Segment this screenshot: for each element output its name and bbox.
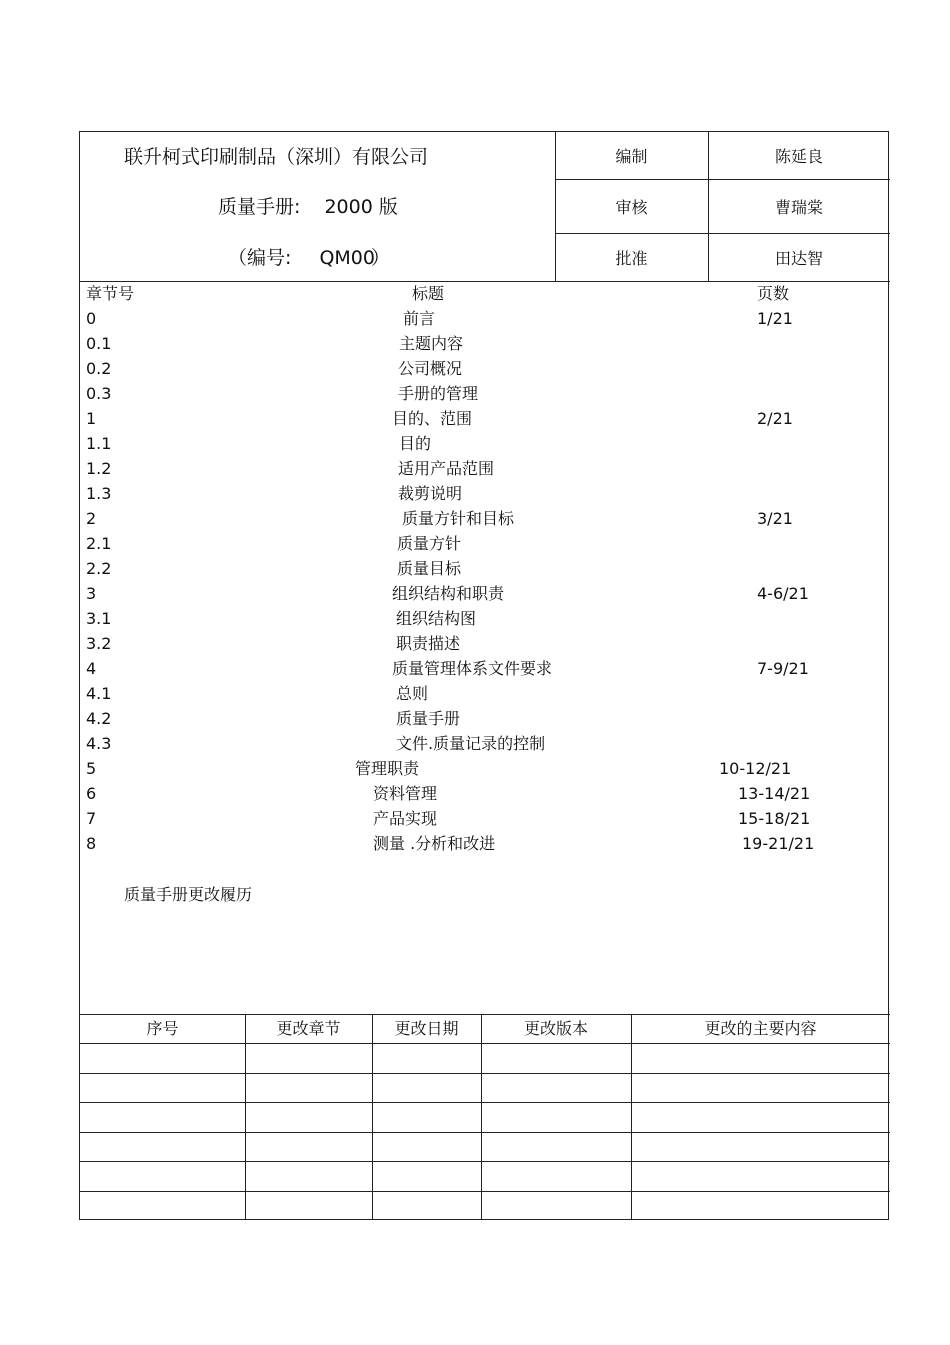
toc-title: 主题内容: [399, 334, 464, 353]
toc-page: 3/21: [757, 509, 793, 528]
toc-row: [80, 783, 890, 808]
history-col-content: 更改的主要内容: [704, 1019, 817, 1038]
toc-row: [80, 683, 890, 708]
toc-chapter: 2: [86, 509, 97, 528]
history-table: [80, 1014, 890, 1220]
toc-title: 资料管理: [373, 784, 438, 803]
approval-role-review: 审核: [615, 198, 648, 217]
toc-row: [80, 308, 890, 333]
table-row: [80, 1191, 890, 1221]
toc-row: [80, 633, 890, 658]
toc-row: [80, 408, 890, 433]
toc-title: 文件.质量记录的控制: [396, 734, 546, 753]
approval-name-compile: 陈延良: [774, 147, 823, 166]
toc-row: [80, 383, 890, 408]
toc-row: [80, 433, 890, 458]
toc-row: [80, 658, 890, 683]
toc-row: [80, 733, 890, 758]
toc-row: [80, 333, 890, 358]
toc-chapter: 2.2: [86, 559, 112, 578]
document-frame: [79, 131, 889, 1220]
toc-title: 总则: [396, 684, 429, 703]
toc-title: 目的、范围: [392, 409, 473, 428]
toc-title: 裁剪说明: [398, 484, 463, 503]
toc-chapter: 4.2: [86, 709, 112, 728]
toc-page: 4-6/21: [757, 584, 809, 603]
toc-chapter: 1.3: [86, 484, 112, 503]
toc-row: [80, 533, 890, 558]
approval-role-compile: 编制: [615, 147, 648, 166]
toc-row: [80, 508, 890, 533]
toc-chapter: 4.3: [86, 734, 112, 753]
history-col-chapter: 更改章节: [276, 1019, 341, 1038]
table-row: [80, 1161, 890, 1191]
toc-header: [80, 283, 890, 308]
doc-number-value: QM00: [319, 247, 375, 269]
toc-title: 组织结构和职责: [392, 584, 505, 603]
toc-col-title: 标题: [412, 284, 445, 303]
toc-row: [80, 758, 890, 783]
doc-number: [228, 243, 390, 270]
approval-name-review: 曹瑞棠: [774, 198, 823, 217]
toc-chapter: 0.2: [86, 359, 112, 378]
toc-row: [80, 833, 890, 858]
toc-row: [80, 358, 890, 383]
toc-row: [80, 583, 890, 608]
toc-chapter: 3: [86, 584, 97, 603]
table-row: [80, 1043, 890, 1073]
toc-title: 职责描述: [396, 634, 461, 653]
toc-title: 目的: [399, 434, 432, 453]
toc-col-chapter: 章节号: [86, 284, 135, 303]
history-col-date: 更改日期: [394, 1019, 459, 1038]
toc-chapter: 0.3: [86, 384, 112, 403]
approval-name-approve: 田达智: [774, 249, 823, 268]
company-name: 联升柯式印刷制品（深圳）有限公司: [124, 146, 429, 168]
history-col-version: 更改版本: [523, 1019, 588, 1038]
toc-row: [80, 558, 890, 583]
history-col-seq: 序号: [146, 1019, 179, 1038]
toc-page: 1/21: [757, 309, 793, 328]
toc-row: [80, 458, 890, 483]
toc-page: 15-18/21: [738, 809, 811, 828]
toc-chapter: 1.1: [86, 434, 112, 453]
toc-chapter: 8: [86, 834, 97, 853]
toc-row: [80, 483, 890, 508]
toc-chapter: 4: [86, 659, 97, 678]
toc-title: 公司概况: [398, 359, 463, 378]
toc-chapter: 3.2: [86, 634, 112, 653]
toc-chapter: 6: [86, 784, 97, 803]
toc-title: 质量方针: [397, 534, 462, 553]
table-row: [80, 1102, 890, 1132]
doc-number-bracket: ）: [370, 247, 390, 269]
toc-title: 手册的管理: [398, 384, 479, 403]
toc-title: 质量管理体系文件要求: [392, 659, 553, 678]
toc-title: 质量目标: [397, 559, 462, 578]
table-row: [80, 1132, 890, 1162]
approval-role-approve: 批准: [615, 249, 648, 268]
manual-title: [218, 192, 398, 219]
toc-chapter: 3.1: [86, 609, 112, 628]
toc-title: 管理职责: [355, 759, 420, 778]
toc-chapter: 7: [86, 809, 97, 828]
toc-chapter: 2.1: [86, 534, 112, 553]
doc-number-label: （编号:: [228, 247, 292, 269]
toc-title: 前言: [403, 309, 436, 328]
history-title: 质量手册更改履历: [124, 885, 253, 904]
toc-page: 7-9/21: [757, 659, 809, 678]
toc-title: 质量手册: [396, 709, 461, 728]
toc-chapter: 5: [86, 759, 97, 778]
toc-page: 13-14/21: [738, 784, 811, 803]
toc-chapter: 1: [86, 409, 97, 428]
toc-col-page: 页数: [757, 284, 790, 303]
toc-chapter: 1.2: [86, 459, 112, 478]
toc-chapter: 0.1: [86, 334, 112, 353]
table-row: [80, 1073, 890, 1103]
toc-page: 2/21: [757, 409, 793, 428]
toc-title: 产品实现: [373, 809, 438, 828]
toc-row: [80, 608, 890, 633]
toc-row: [80, 708, 890, 733]
toc-title: 质量方针和目标: [402, 509, 515, 528]
toc-title: 测量 .分析和改进: [373, 834, 496, 853]
manual-title-label: 质量手册:: [218, 196, 301, 218]
toc-row: [80, 808, 890, 833]
toc-page: 19-21/21: [742, 834, 815, 853]
toc-chapter: 0: [86, 309, 97, 328]
manual-version: 2000 版: [324, 196, 398, 218]
toc-chapter: 4.1: [86, 684, 112, 703]
toc-title: 组织结构图: [396, 609, 477, 628]
toc-page: 10-12/21: [719, 759, 792, 778]
toc-title: 适用产品范围: [398, 459, 495, 478]
